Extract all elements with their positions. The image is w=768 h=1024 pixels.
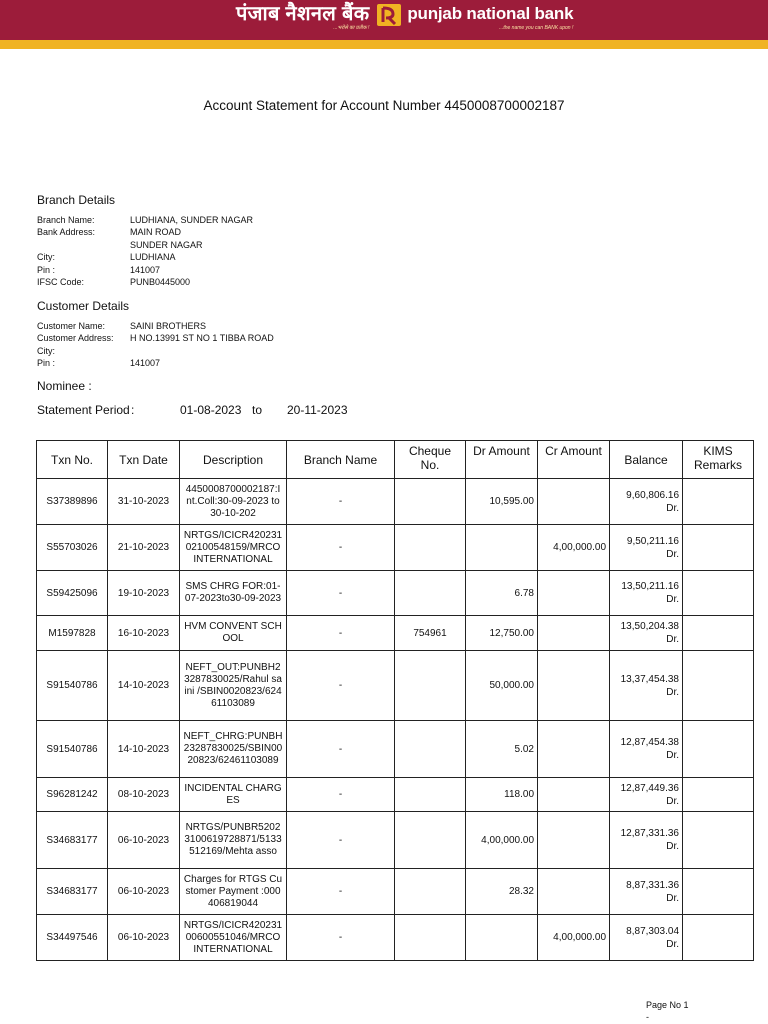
table-header-row (37, 441, 754, 479)
statement-period-label: Statement Period (37, 403, 130, 417)
cell-description: NEFT_OUT:PUNBH23287830025/Rahul saini /SBIN0020823/62461103089 (180, 651, 287, 721)
balance-amount: 13,37,454.38 (620, 673, 679, 685)
cell-txn-date: 19-10-2023 (108, 571, 180, 616)
bank-name-english-block (407, 4, 573, 31)
balance-amount: 12,87,449.36 (620, 782, 679, 794)
page-number: Page No 1 (646, 1000, 689, 1010)
branch-value: PUNB0445000 (130, 277, 191, 288)
cell-branch-name: - (287, 778, 395, 812)
customer-label: Customer Name: (37, 321, 106, 331)
balance-amount: 8,87,303.04 (626, 925, 679, 937)
cell-balance (610, 479, 683, 525)
balance-amount: 12,87,454.38 (620, 737, 679, 748)
transactions-table (36, 440, 754, 961)
balance-amount: 13,50,211.16 (621, 581, 679, 592)
customer-value: 141007 (130, 358, 161, 369)
cell-txn-date: 06-10-2023 (108, 812, 180, 869)
page-footer-dash: - (646, 1012, 649, 1022)
cell-txn-date: 16-10-2023 (108, 616, 180, 651)
balance-type: Dr. (666, 750, 679, 761)
table-row (37, 525, 754, 571)
customer-row (37, 357, 274, 369)
cell-dr-amount (466, 525, 538, 571)
cell-cr-amount (538, 616, 610, 651)
branch-label: IFSC Code: (37, 277, 85, 288)
cell-cr-amount (538, 479, 610, 525)
cell-dr-amount: 118.00 (466, 778, 538, 812)
cell-txn-date: 31-10-2023 (108, 479, 180, 525)
cell-txn-date: 08-10-2023 (108, 778, 180, 812)
balance-amount: 8,87,331.36 (626, 879, 679, 891)
cell-kims-remarks (683, 616, 754, 651)
cell-balance (610, 571, 683, 616)
bank-name-hindi: पंजाब नैशनल बैंक (236, 3, 370, 25)
table-row (37, 915, 754, 961)
branch-label: Pin : (37, 264, 56, 275)
cell-txn-date: 14-10-2023 (108, 651, 180, 721)
cell-kims-remarks (683, 571, 754, 616)
tagline-hindi: ...भरोसे का प्रतीक ! (333, 25, 370, 31)
col-header-balance: Balance (610, 441, 683, 479)
cell-kims-remarks (683, 869, 754, 915)
cell-balance (610, 915, 683, 961)
cell-balance (610, 721, 683, 778)
cell-balance (610, 812, 683, 869)
pnb-logo-icon (377, 4, 401, 26)
branch-label: Branch Name: (37, 215, 95, 225)
balance-amount: 9,60,806.16 (626, 489, 679, 501)
customer-details-heading: Customer Details (37, 299, 130, 313)
cell-txn-date: 06-10-2023 (108, 869, 180, 915)
customer-row (37, 320, 274, 332)
col-header-dr-amount: Dr Amount (466, 441, 538, 479)
balance-amount: 12,87,331.36 (620, 828, 679, 839)
cell-branch-name: - (287, 869, 395, 915)
branch-row (37, 226, 253, 238)
customer-details (37, 320, 274, 370)
cell-description: NRTGS/ICICR42023102100548159/MRCO INTERNATIONAL (180, 525, 287, 571)
cell-cheque-no (395, 651, 466, 721)
cell-dr-amount: 6.78 (466, 571, 538, 616)
cell-cheque-no: 754961 (395, 616, 466, 651)
balance-type: Dr. (666, 938, 679, 950)
branch-label: Bank Address: (37, 227, 96, 238)
branch-value: LUDHIANA (130, 252, 176, 263)
statement-period-colon: : (131, 403, 135, 417)
branch-row (37, 214, 253, 226)
cell-branch-name: - (287, 651, 395, 721)
cell-balance (610, 778, 683, 812)
cell-txn-no: S55703026 (37, 525, 108, 571)
cell-txn-date: 06-10-2023 (108, 915, 180, 961)
branch-value: LUDHIANA, SUNDER NAGAR (130, 215, 254, 225)
bank-header-band (0, 0, 768, 40)
cell-txn-no: S59425096 (37, 571, 108, 616)
cell-cheque-no (395, 571, 466, 616)
cell-txn-date: 14-10-2023 (108, 721, 180, 778)
balance-amount: 9,50,211.16 (626, 535, 679, 547)
balance-type: Dr. (666, 892, 679, 904)
cell-cr-amount (538, 571, 610, 616)
statement-period-to-word: to (252, 403, 263, 417)
col-header-txn-no: Txn No. (37, 441, 108, 479)
cell-cr-amount (538, 869, 610, 915)
table-row (37, 479, 754, 525)
cell-cr-amount: 4,00,000.00 (538, 915, 610, 961)
table-row (37, 721, 754, 778)
header-accent-strip (0, 40, 768, 49)
branch-label: City: (37, 252, 55, 263)
branch-row (37, 239, 253, 251)
cell-cr-amount (538, 812, 610, 869)
col-header-cr-amount: Cr Amount (538, 441, 610, 479)
cell-cr-amount: 4,00,000.00 (538, 525, 610, 571)
cell-cheque-no (395, 869, 466, 915)
balance-type: Dr. (666, 502, 679, 514)
col-header-cheque-no: Cheque No. (395, 441, 466, 479)
cell-branch-name: - (287, 812, 395, 869)
cell-balance (610, 525, 683, 571)
cell-kims-remarks (683, 479, 754, 525)
cell-dr-amount (466, 915, 538, 961)
cell-txn-no: S96281242 (37, 778, 108, 812)
cell-cheque-no (395, 525, 466, 571)
cell-balance (610, 869, 683, 915)
col-header-description: Description (180, 441, 287, 479)
balance-type: Dr. (666, 548, 679, 560)
table-row (37, 616, 754, 651)
balance-type: Dr. (666, 841, 679, 852)
cell-dr-amount: 12,750.00 (466, 616, 538, 651)
balance-type: Dr. (666, 795, 679, 807)
customer-row (37, 332, 274, 344)
cell-cheque-no (395, 479, 466, 525)
customer-value: H NO.13991 ST NO 1 TIBBA ROAD (130, 333, 274, 344)
cell-txn-no: S34683177 (37, 812, 108, 869)
cell-dr-amount: 50,000.00 (466, 651, 538, 721)
cell-description: NRTGS/PUNBR52023100619728871/5133512169/Mehta asso (180, 812, 287, 869)
cell-txn-no: S34497546 (37, 915, 108, 961)
cell-description: 4450008700002187:Int.Coll:30-09-2023 to 30-10-202 (180, 479, 287, 525)
cell-branch-name: - (287, 525, 395, 571)
cell-cheque-no (395, 721, 466, 778)
customer-label: Customer Address: (37, 333, 114, 344)
tagline-english: ...the name you can BANK upon ! (499, 25, 574, 31)
cell-txn-no: S34683177 (37, 869, 108, 915)
branch-value: MAIN ROAD (130, 227, 182, 238)
branch-value: SUNDER NAGAR (130, 239, 203, 250)
cell-kims-remarks (683, 721, 754, 778)
cell-dr-amount: 10,595.00 (466, 479, 538, 525)
cell-cr-amount (538, 721, 610, 778)
cell-kims-remarks (683, 812, 754, 869)
col-header-kims-remarks: KIMS Remarks (683, 441, 754, 479)
cell-cheque-no (395, 915, 466, 961)
bank-logo (236, 4, 573, 34)
cell-description: SMS CHRG FOR:01-07-2023to30-09-2023 (180, 571, 287, 616)
customer-label: Pin : (37, 358, 56, 369)
statement-period-to: 20-11-2023 (287, 403, 348, 417)
customer-label: City: (37, 345, 55, 356)
cell-description: HVM CONVENT SCHOOL (180, 616, 287, 651)
balance-amount: 13,50,204.38 (620, 621, 679, 632)
cell-branch-name: - (287, 571, 395, 616)
balance-type: Dr. (666, 686, 679, 698)
cell-txn-no: S37389896 (37, 479, 108, 525)
bank-name-hindi-block (236, 4, 369, 31)
balance-type: Dr. (666, 634, 679, 645)
col-header-txn-date: Txn Date (108, 441, 180, 479)
cell-balance (610, 651, 683, 721)
statement-title: Account Statement for Account Number 4450008700002187 (203, 98, 565, 113)
table-row (37, 778, 754, 812)
cell-kims-remarks (683, 651, 754, 721)
table-row (37, 869, 754, 915)
cell-txn-no: S91540786 (37, 721, 108, 778)
col-header-branch-name: Branch Name (287, 441, 395, 479)
cell-description: INCIDENTAL CHARGES (180, 778, 287, 812)
cell-txn-date: 21-10-2023 (108, 525, 180, 571)
cell-txn-no: S91540786 (37, 651, 108, 721)
cell-cheque-no (395, 812, 466, 869)
branch-label (37, 239, 130, 251)
branch-details-heading: Branch Details (37, 193, 116, 207)
branch-row (37, 251, 253, 263)
cell-cr-amount (538, 778, 610, 812)
cell-txn-no: M1597828 (37, 616, 108, 651)
cell-cr-amount (538, 651, 610, 721)
cell-branch-name: - (287, 721, 395, 778)
nominee-label: Nominee : (37, 379, 92, 393)
cell-description: Charges for RTGS Customer Payment :000406819044 (180, 869, 287, 915)
cell-branch-name: - (287, 915, 395, 961)
balance-type: Dr. (666, 594, 679, 605)
table-row (37, 812, 754, 869)
cell-description: NEFT_CHRG:PUNBH23287830025/SBIN0020823/62461103089 (180, 721, 287, 778)
branch-value: 141007 (130, 264, 161, 275)
branch-row (37, 276, 253, 288)
cell-dr-amount: 4,00,000.00 (466, 812, 538, 869)
customer-value: SAINI BROTHERS (130, 321, 207, 331)
cell-kims-remarks (683, 915, 754, 961)
cell-balance (610, 616, 683, 651)
cell-branch-name: - (287, 479, 395, 525)
branch-details (37, 214, 253, 288)
table-row (37, 571, 754, 616)
cell-branch-name: - (287, 616, 395, 651)
bank-name-english: punjab national bank (407, 4, 574, 23)
customer-row (37, 345, 274, 357)
cell-cheque-no (395, 778, 466, 812)
table-row (37, 651, 754, 721)
cell-kims-remarks (683, 778, 754, 812)
branch-row (37, 264, 253, 276)
statement-period-from: 01-08-2023 (180, 403, 242, 417)
cell-kims-remarks (683, 525, 754, 571)
cell-dr-amount: 5.02 (466, 721, 538, 778)
cell-dr-amount: 28.32 (466, 869, 538, 915)
cell-description: NRTGS/ICICR42023100600551046/MRCO INTERNATIONAL (180, 915, 287, 961)
